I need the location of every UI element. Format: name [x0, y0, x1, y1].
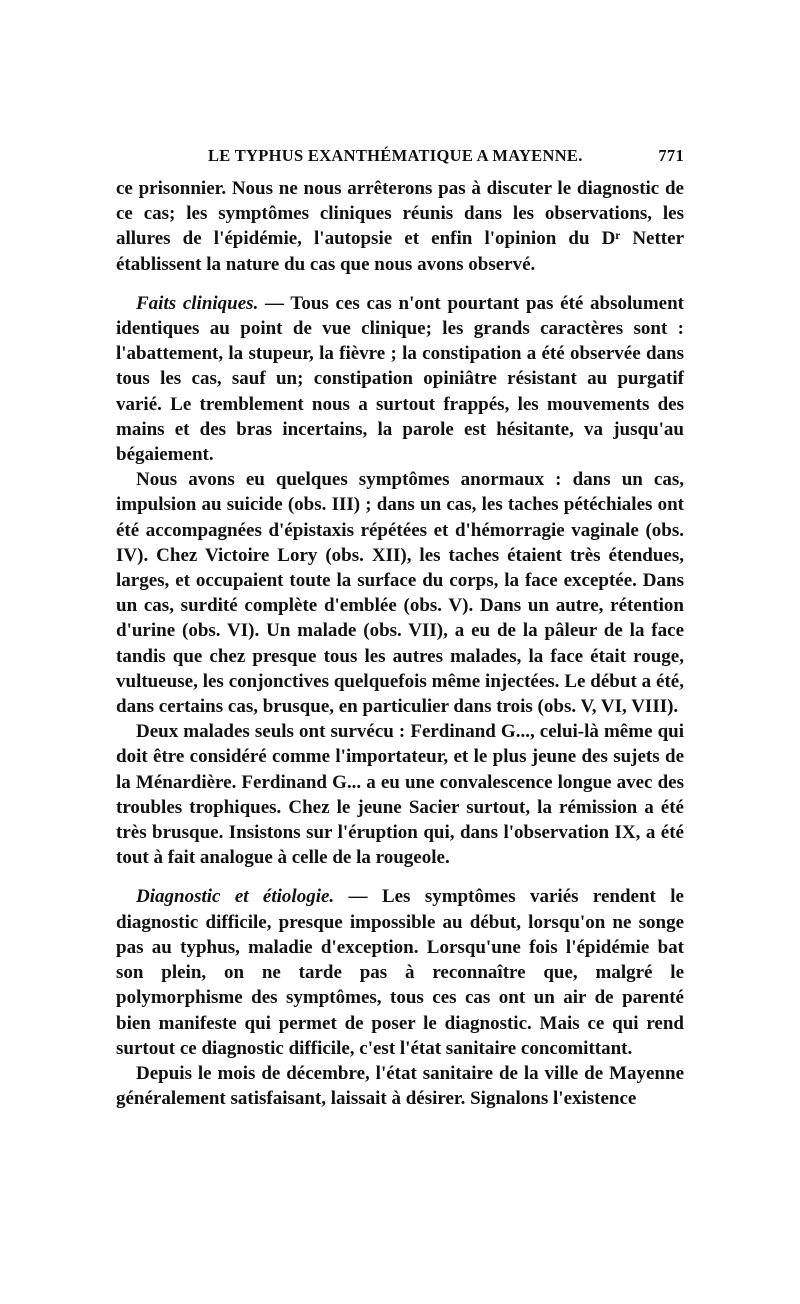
paragraph-text: Deux malades seuls ont survécu : Ferdinand G..., celui-là même qui doit être considéré comme l'importateur, et le plus jeune des sujets de la Ménardière. Ferdinand G... a eu une convalescence longue avec des troubles trophiques. Chez le jeune Sacier surtout, la rémission a été très brusque. Insistons sur l'éruption qui, dans l'observation IX, a été tout à fait analogue à celle de la rougeole.	[116, 721, 684, 869]
paragraph-etat-sanitaire	[116, 1061, 684, 1111]
paragraph-text: — Les symptômes variés rendent le diagnostic difficile, presque impossible au début, lorsqu'on ne songe pas au typhus, maladie d'exception. Lorsqu'une fois l'épidémie bat son plein, on ne tarde pas à reconnaître que, malgré le polymorphisme des symptômes, tous ces cas ont un air de parenté bien manifeste qui permet de poser le diagnostic. Mais ce qui rend surtout ce diagnostic difficile, c'est l'état sanitaire concomittant.	[116, 886, 684, 1059]
paragraph-text: Depuis le mois de décembre, l'état sanitaire de la ville de Mayenne généralement satisfaisant, laissait à désirer. Signalons l'existence	[116, 1062, 684, 1110]
running-title: LE TYPHUS EXANTHÉMATIQUE A MAYENNE.	[208, 146, 583, 165]
page-number: 771	[658, 146, 684, 165]
body-text	[116, 176, 684, 1111]
paragraph-survivants	[116, 719, 684, 870]
paragraph-text: ce prisonnier. Nous ne nous arrêterons pas à discuter le diagnostic de ce cas; les symptômes cliniques réunis dans les observations, les allures de l'épidémie, l'autopsie et enfin l'opinion du Dʳ Netter établissent la nature du cas que nous avons observé.	[116, 178, 684, 275]
paragraph-symptomes-anormaux	[116, 467, 684, 719]
section-heading: Diagnostic et étiologie.	[136, 886, 335, 908]
running-header	[116, 146, 684, 170]
paragraph-text: Nous avons eu quelques symptômes anormaux : dans un cas, impulsion au suicide (obs. III) ; dans un cas, les taches pétéchiales ont été accompagnées d'épistaxis répétées et d'hémorragie vaginale (obs. IV). Chez Victoire Lory (obs. XII), les taches étaient très étendues, larges, et occupaient toute la surface du corps, la face exceptée. Dans un cas, surdité complète d'emblée (obs. V). Dans un autre, rétention d'urine (obs. VI). Un malade (obs. VII), a eu de la pâleur de la face tandis que chez presque tous les autres malades, la face était rouge, vultueuse, les conjonctives quelquefois même injectées. Le début a été, dans certains cas, brusque, en particulier dans trois (obs. V, VI, VIII).	[116, 469, 684, 718]
paragraph-faits-cliniques	[116, 291, 684, 467]
paragraph-continuation	[116, 176, 684, 277]
section-heading: Faits cliniques.	[136, 292, 259, 314]
paragraph-text: — Tous ces cas n'ont pourtant pas été absolument identiques au point de vue clinique; les grands caractères sont : l'abattement, la stupeur, la fièvre ; la constipation a été observée dans tous les cas, sauf un; constipation opiniâtre résistant au purgatif varié. Le tremblement nous a surtout frappés, les mouvements des mains et des bras incertains, la parole est hésitante, va jusqu'au bégaiement.	[116, 292, 685, 466]
paragraph-diagnostic	[116, 884, 684, 1060]
